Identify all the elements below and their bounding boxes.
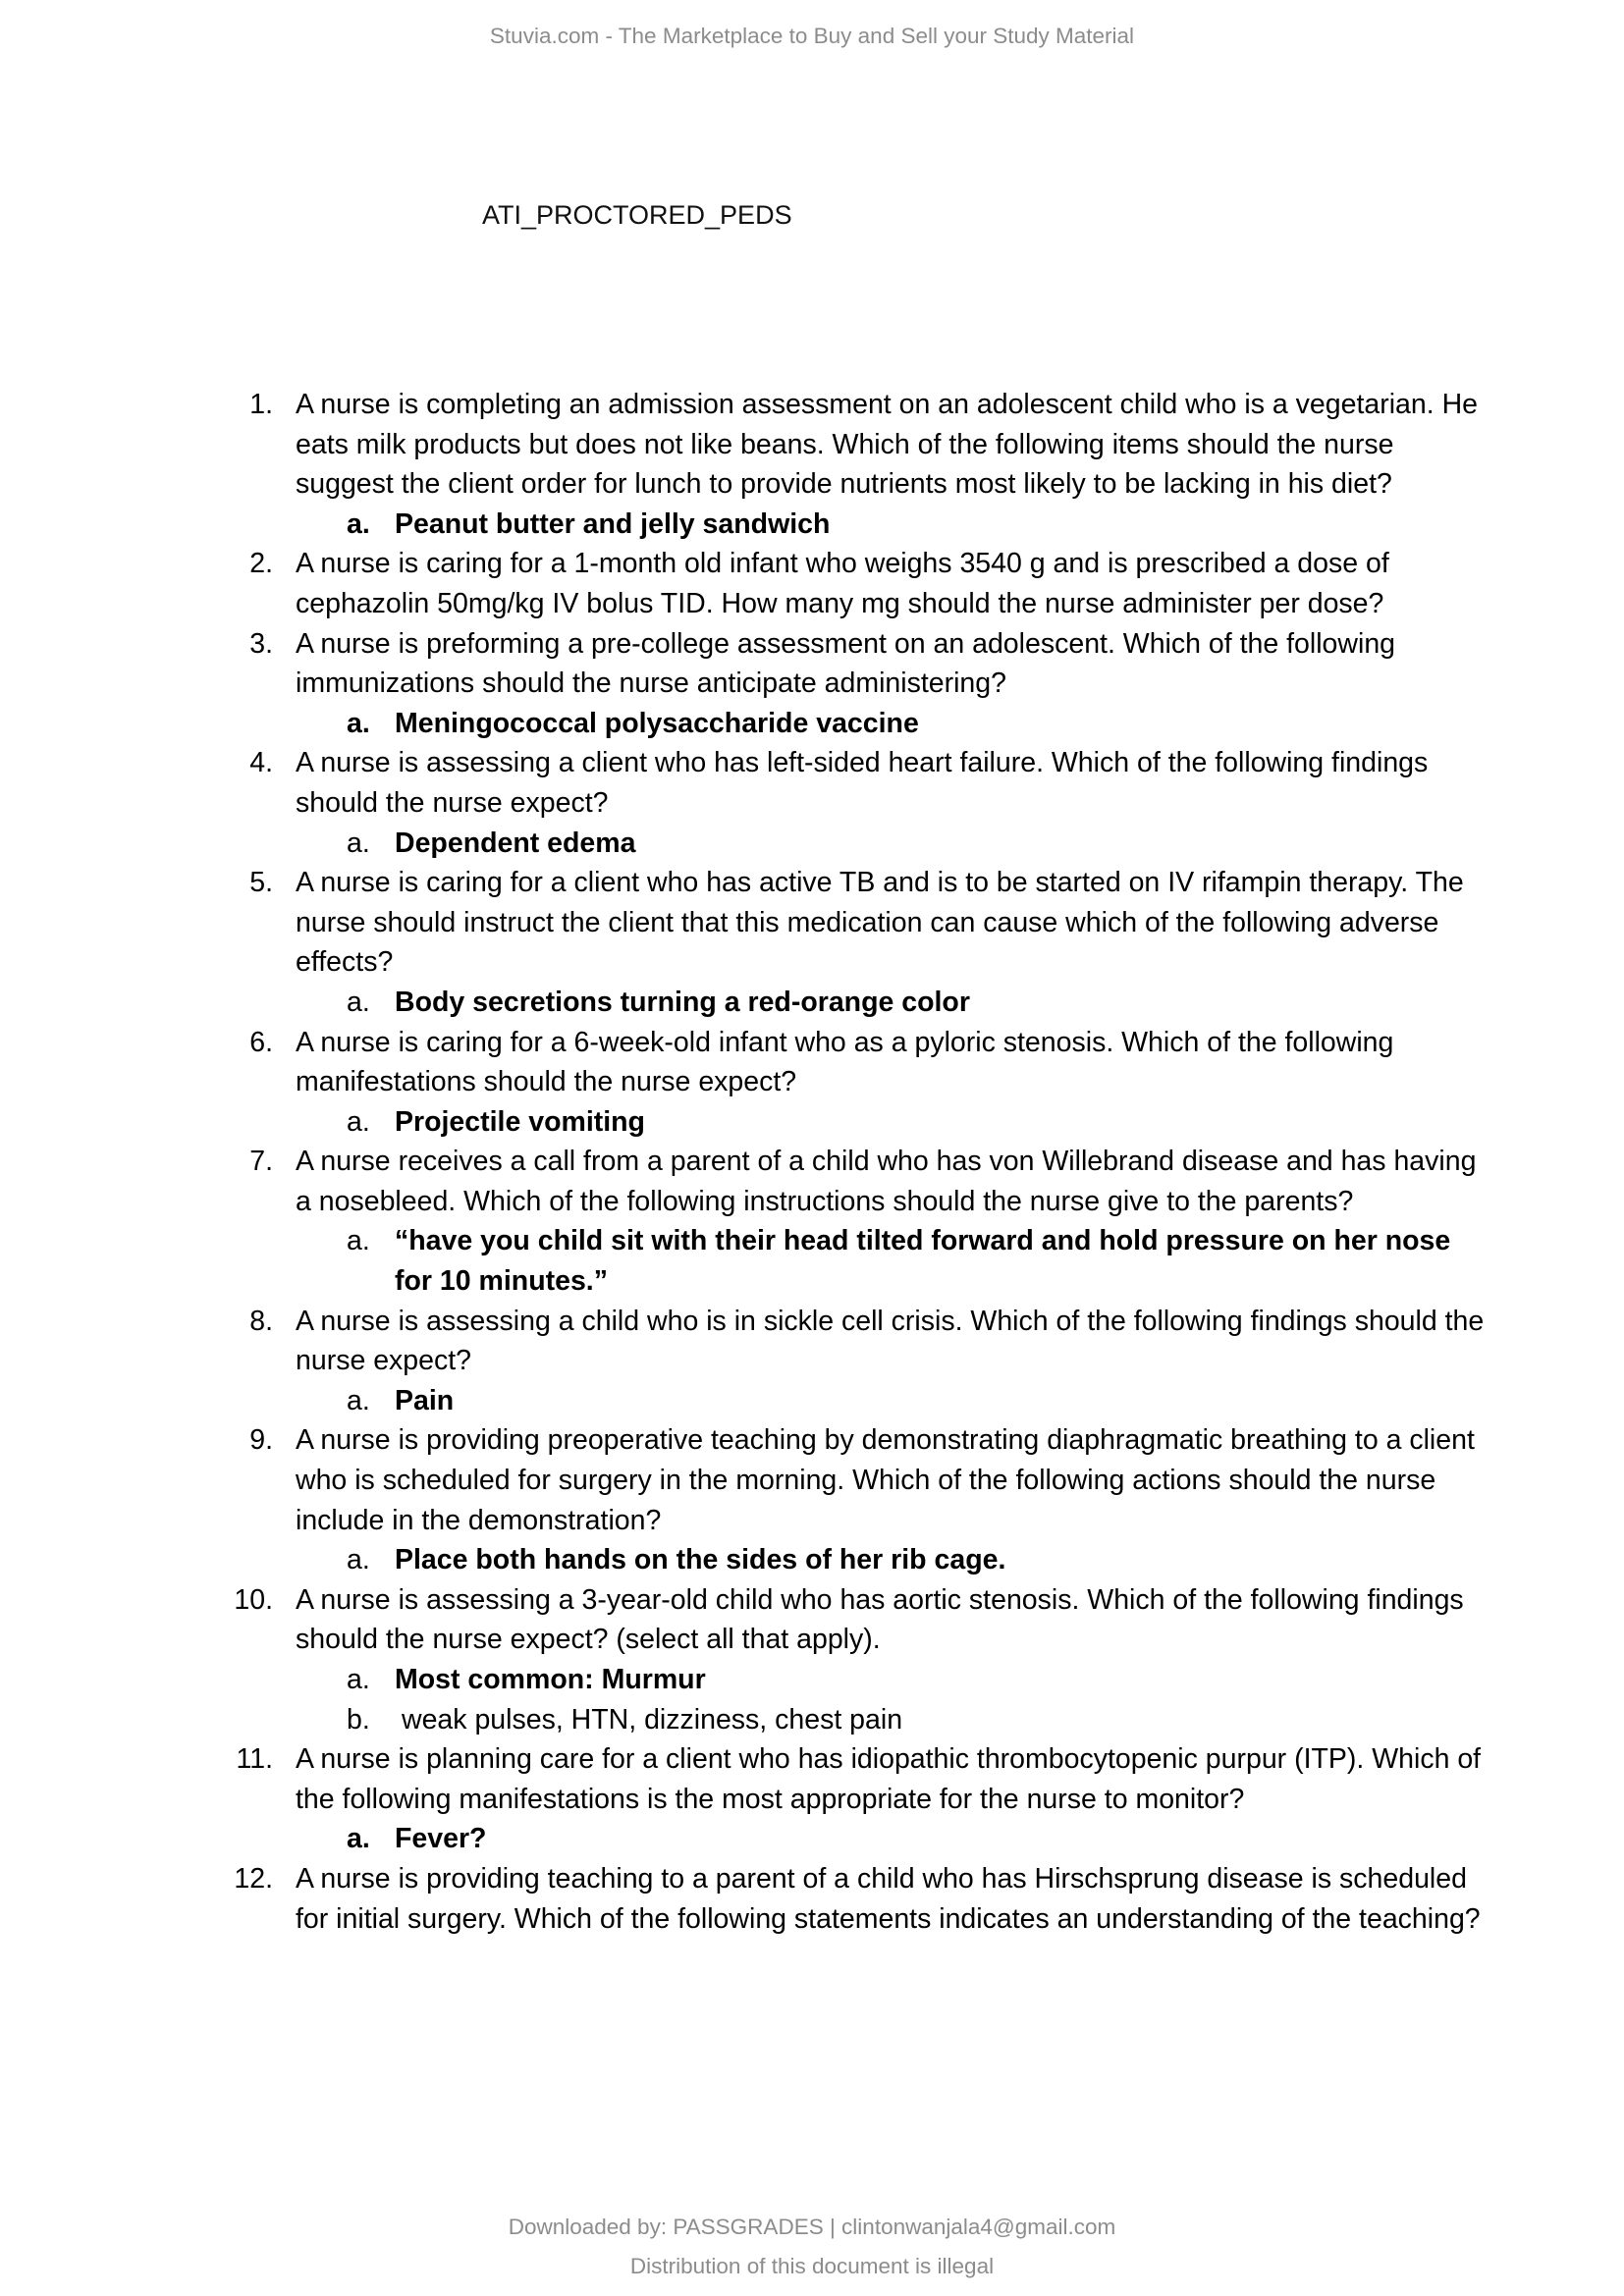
answer-text: Dependent edema	[395, 827, 636, 859]
question-number: 10.	[234, 1583, 273, 1616]
answer-list	[296, 704, 1492, 744]
answer-letter: a.	[347, 1384, 370, 1416]
question-number: 4.	[249, 747, 273, 779]
answer-list	[296, 1819, 1492, 1859]
question-item	[196, 1142, 1492, 1301]
answer-list	[296, 824, 1492, 864]
question-item	[196, 1420, 1492, 1579]
question-item	[196, 1023, 1492, 1143]
answer-list	[296, 505, 1492, 545]
question-text: A nurse is caring for a 6-week-old infant who as a pyloric stenosis. Which of the following manifestations should the nurse expect?	[296, 1026, 1394, 1098]
answer-item	[296, 1221, 1492, 1301]
answer-text: Most common: Murmur	[395, 1664, 706, 1695]
answer-item	[296, 1381, 1492, 1421]
answer-letter: a.	[347, 986, 370, 1018]
answer-list	[296, 1381, 1492, 1421]
question-number: 12.	[234, 1862, 273, 1895]
answer-letter: a.	[347, 707, 370, 739]
answer-text: Body secretions turning a red-orange color	[395, 986, 970, 1018]
question-number: 5.	[249, 867, 273, 899]
answer-letter: a.	[347, 1823, 370, 1855]
answer-letter: b.	[347, 1703, 370, 1735]
question-text: A nurse is preforming a pre-college assessment on an adolescent. Which of the following immunizations should the nurse anticipate administering?	[296, 627, 1396, 700]
answer-item	[296, 1660, 1492, 1700]
answer-letter: a.	[347, 827, 370, 859]
answer-text: Projectile vomiting	[395, 1105, 645, 1138]
answer-text: Pain	[395, 1384, 455, 1416]
question-item	[196, 1302, 1492, 1421]
answer-text: weak pulses, HTN, dizziness, chest pain	[402, 1703, 903, 1735]
answer-text: Place both hands on the sides of her rib cage.	[395, 1544, 1006, 1576]
question-number: 1.	[249, 389, 273, 420]
question-number: 2.	[249, 548, 273, 580]
answer-letter: a.	[347, 507, 370, 540]
answer-text: Peanut butter and jelly sandwich	[395, 507, 831, 540]
answer-item	[296, 983, 1492, 1023]
question-text: A nurse is completing an admission assessment on an adolescent child who is a vegetarian. He eats milk products but does not like beans. Which of the following items should the nurse suggest the client order for lunch to provide nutrients most likely to be lacking in his diet?	[296, 389, 1478, 501]
answer-letter: a.	[347, 1105, 370, 1138]
answer-list	[296, 1540, 1492, 1580]
distribution-notice: Distribution of this document is illegal	[629, 2254, 995, 2278]
question-text: A nurse is planning care for a client who has idiopathic thrombocytopenic purpur (ITP). Which of the following manifestations is the most appropriate for the nurse to monitor?	[296, 1743, 1482, 1815]
answer-text: Meningococcal polysaccharide vaccine	[395, 707, 919, 739]
question-text: A nurse is providing preoperative teaching by demonstrating diaphragmatic breathing to a client who is scheduled for surgery in the morning. Which of the following actions should the nurse include in the demonstration?	[296, 1424, 1475, 1536]
question-text: A nurse is caring for a 1-month old infant who weighs 3540 g and is prescribed a dose of cephazolin 50mg/kg IV bolus TID. How many mg should the nurse administer per dose?	[296, 548, 1389, 619]
question-list	[196, 385, 1492, 1939]
answer-item	[296, 1700, 1492, 1740]
answer-letter: a.	[347, 1225, 370, 1257]
question-number: 6.	[249, 1026, 273, 1058]
answer-item	[296, 1102, 1492, 1143]
question-item	[196, 743, 1492, 863]
document-title: ATI_PROCTORED_PEDS	[482, 200, 792, 230]
answer-item	[296, 824, 1492, 864]
question-text: A nurse is assessing a child who is in sickle cell crisis. Which of the following findings should the nurse expect?	[296, 1305, 1485, 1377]
answer-letter: a.	[347, 1664, 370, 1695]
question-number: 9.	[249, 1424, 273, 1457]
question-item	[196, 1859, 1492, 1939]
question-number: 3.	[249, 627, 273, 660]
answer-item	[296, 704, 1492, 744]
answer-item	[296, 1819, 1492, 1859]
question-item	[196, 624, 1492, 744]
question-text: A nurse is caring for a client who has active TB and is to be started on IV rifampin therapy. The nurse should instruct the client that this medication can cause which of the following adverse effects?	[296, 867, 1464, 979]
answer-letter: a.	[347, 1544, 370, 1576]
question-item	[196, 863, 1492, 1022]
question-item	[196, 1580, 1492, 1739]
question-text: A nurse is assessing a 3-year-old child who has aortic stenosis. Which of the following findings should the nurse expect? (select all that apply).	[296, 1583, 1464, 1656]
download-notice: Downloaded by: PASSGRADES | clintonwanjala4@gmail.com	[508, 2215, 1116, 2239]
answer-list	[296, 1660, 1492, 1739]
answer-text: “have you child sit with their head tilted forward and hold pressure on her nose for 10 minutes.”	[395, 1225, 1451, 1298]
site-header: Stuvia.com - The Marketplace to Buy and Sell your Study Material	[489, 24, 1135, 48]
answer-item	[296, 1540, 1492, 1580]
answer-item	[296, 505, 1492, 545]
question-item	[196, 1739, 1492, 1859]
question-item	[196, 544, 1492, 623]
answer-text: Fever?	[395, 1823, 487, 1855]
answer-list	[296, 983, 1492, 1023]
question-number: 8.	[249, 1305, 273, 1337]
question-number: 11.	[236, 1743, 273, 1776]
question-text: A nurse receives a call from a parent of a child who has von Willebrand disease and has having a nosebleed. Which of the following instructions should the nurse give to the parents?	[296, 1146, 1477, 1217]
answer-list	[296, 1221, 1492, 1301]
question-item	[196, 385, 1492, 544]
question-text: A nurse is providing teaching to a parent of a child who has Hirschsprung disease is scheduled for initial surgery. Which of the following statements indicates an understanding of the teaching?	[296, 1862, 1481, 1935]
question-text: A nurse is assessing a client who has left-sided heart failure. Which of the following findings should the nurse expect?	[296, 747, 1429, 819]
answer-list	[296, 1102, 1492, 1143]
question-number: 7.	[249, 1146, 273, 1178]
